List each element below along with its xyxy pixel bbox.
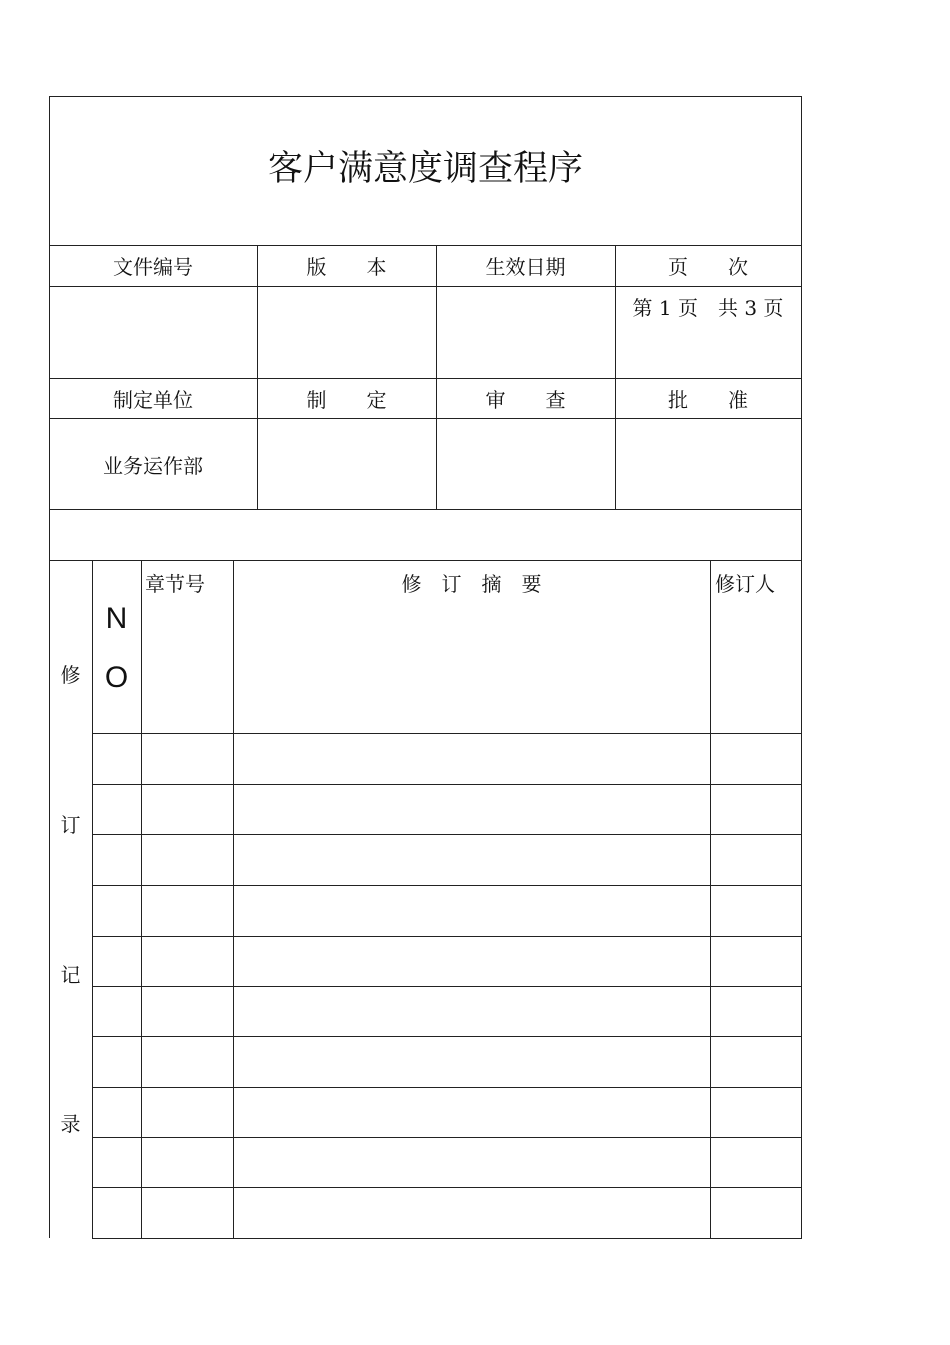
divider — [49, 286, 802, 287]
header-doc-number: 文件编号 — [113, 255, 193, 279]
divider — [92, 733, 802, 734]
no-header-char: N — [105, 602, 128, 635]
header-reviewed: 审 查 — [485, 388, 566, 412]
divider — [615, 245, 616, 510]
divider — [92, 1187, 802, 1188]
frame-right-border — [801, 96, 802, 1238]
header-summary: 修 订 摘 要 — [401, 572, 542, 596]
side-label-char: 录 — [60, 1112, 81, 1136]
divider — [49, 509, 802, 510]
header-effective-date: 生效日期 — [485, 255, 566, 279]
header-prepared: 制 定 — [306, 388, 387, 412]
divider — [49, 245, 802, 246]
value-unit: 业务运作部 — [103, 454, 203, 478]
no-header-char: O — [104, 661, 129, 694]
divider — [49, 418, 802, 419]
header-version: 版 本 — [306, 255, 387, 279]
header-approved: 批 准 — [668, 388, 748, 412]
header-chapter: 章节号 — [145, 572, 205, 596]
divider — [92, 885, 802, 886]
side-label-char: 记 — [60, 963, 81, 987]
divider — [49, 378, 802, 379]
header-unit: 制定单位 — [113, 388, 193, 412]
divider — [92, 834, 802, 835]
side-label-char: 修 — [60, 663, 81, 687]
page-title: 客户满意度调查程序 — [267, 149, 583, 189]
divider — [92, 1087, 802, 1088]
divider — [49, 96, 802, 97]
divider — [92, 1036, 802, 1037]
divider — [92, 936, 802, 937]
divider — [49, 560, 802, 561]
header-page: 页 次 — [668, 255, 748, 279]
side-label-char: 订 — [60, 813, 81, 837]
divider — [92, 784, 802, 785]
header-reviser: 修订人 — [715, 572, 775, 596]
page-count: 第 1 页 共 3 页 — [632, 296, 784, 320]
divider — [257, 245, 258, 510]
divider — [92, 986, 802, 987]
divider — [92, 1238, 802, 1239]
divider — [92, 1137, 802, 1138]
divider — [436, 245, 437, 510]
